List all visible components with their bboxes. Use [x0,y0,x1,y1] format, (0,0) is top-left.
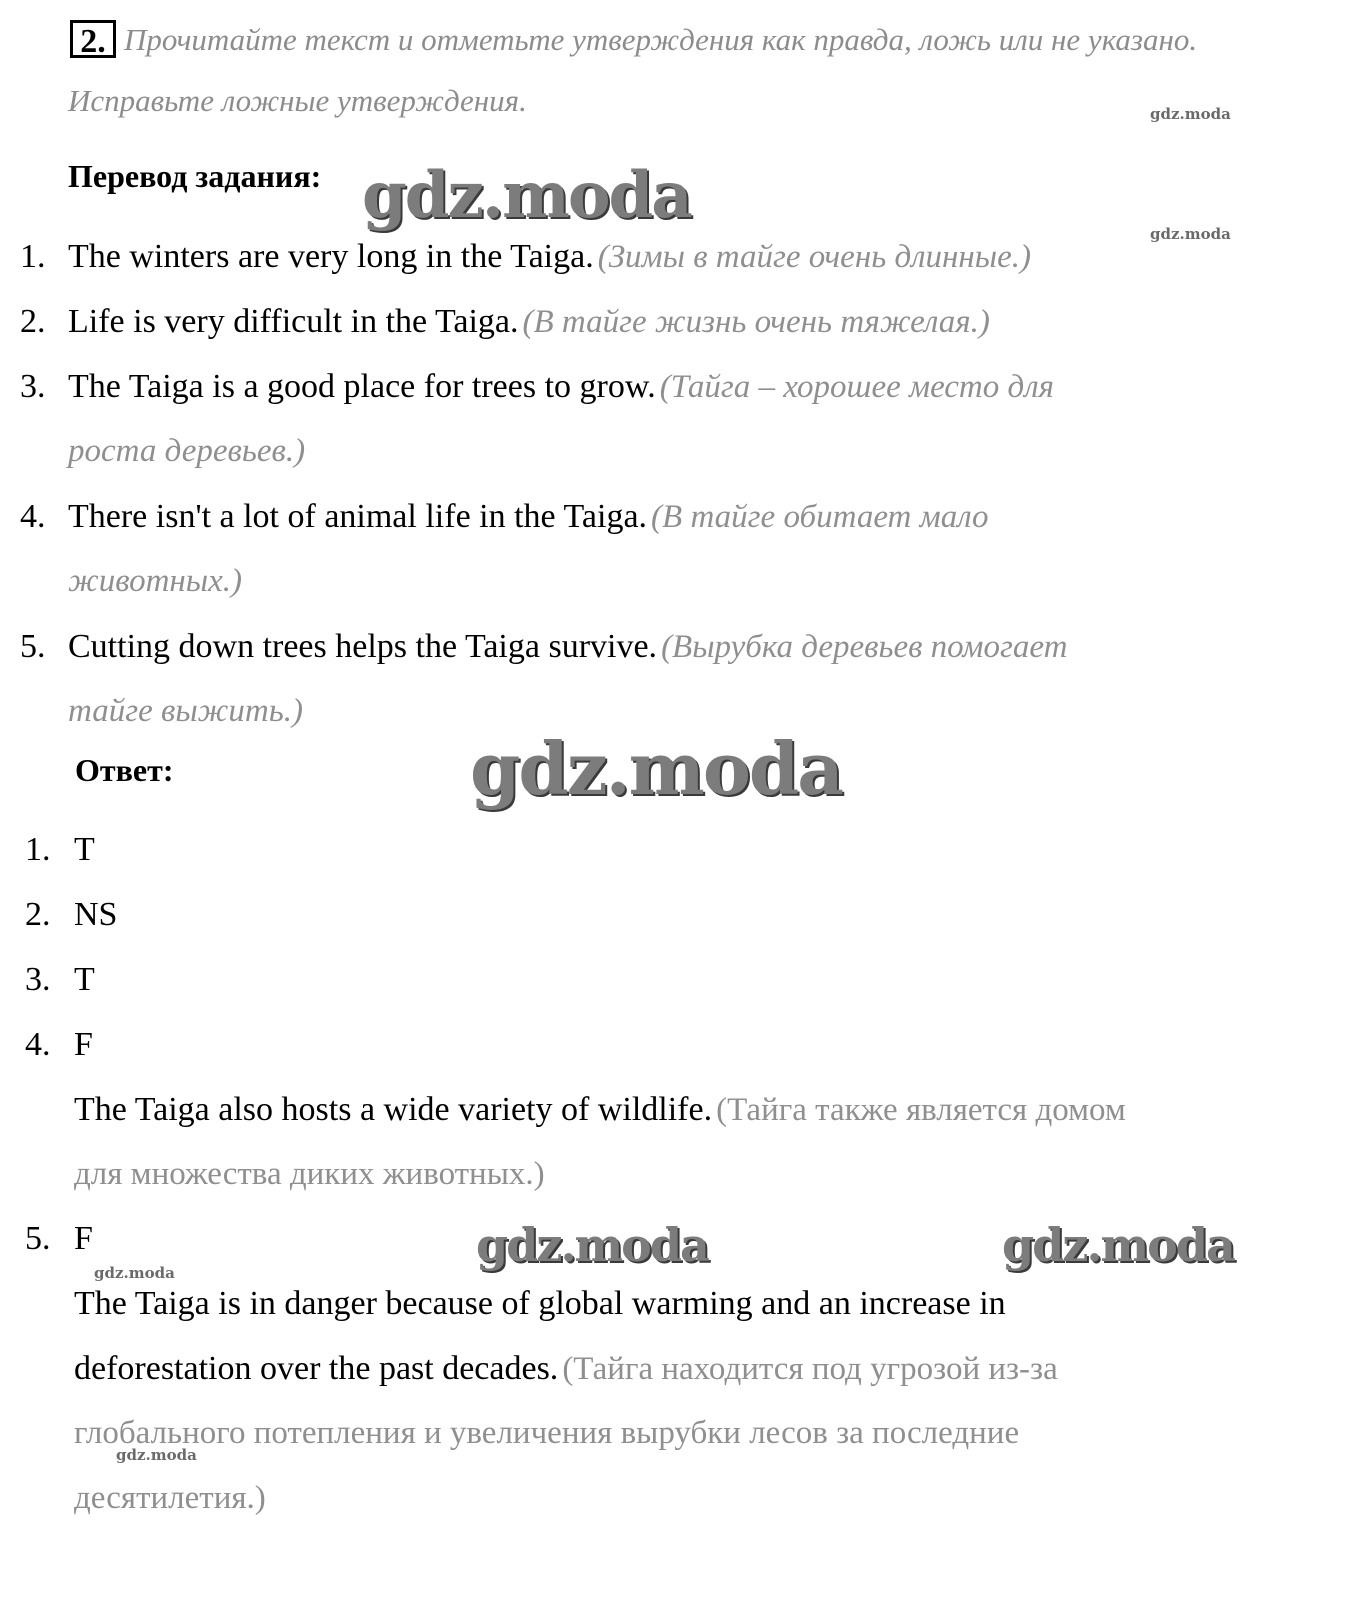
answer-item-number: 4. [25,1026,51,1063]
translation-heading: Перевод задания: [68,158,322,194]
answer-value: T [74,961,95,998]
translation-item [68,368,1054,406]
translation-item-number: 1. [20,238,46,275]
answer-item-number: 5. [25,1220,51,1257]
answer-value: NS [74,896,118,933]
correction-ru: (Тайга также является домом [716,1092,1126,1128]
statement-ru: (Вырубка деревьев помогает [661,629,1068,665]
translation-item-number: 4. [20,498,46,535]
statement-ru-continued: тайге выжить.) [68,693,303,729]
task-instruction-line2: Исправьте ложные утверждения. [68,83,527,118]
translation-item [68,498,989,536]
answer-value: F [74,1220,93,1257]
statement-ru: (Тайга – хорошее место для [659,369,1054,405]
watermark-small: gdz.moda [1150,225,1231,243]
statement-en: Life is very difficult in the Taiga. [68,303,519,340]
statement-en: The winters are very long in the Taiga. [68,238,594,275]
answer-value: T [74,831,95,868]
statement-ru-continued: роста деревьев.) [68,433,306,469]
correction-ru-continued: десятилетия.) [74,1480,266,1516]
statement-en: There isn't a lot of animal life in the Taiga. [68,498,648,535]
translation-item-number: 2. [20,303,46,340]
task-number: 2. [70,20,116,58]
watermark-small: gdz.moda [94,1264,175,1282]
answer-item-number: 1. [25,831,51,868]
translation-item [68,238,1031,276]
answer-value: F [74,1026,93,1063]
watermark-small: gdz.moda [116,1446,197,1464]
statement-en: Cutting down trees helps the Taiga survive. [68,628,658,665]
watermark-small: gdz.moda [1150,105,1231,123]
translation-item [68,303,990,341]
answer-correction [74,1350,1058,1388]
statement-ru-continued: животных.) [68,563,243,599]
answer-heading: Ответ: [75,752,174,788]
answer-correction [74,1091,1126,1129]
task-instruction-line1: Прочитайте текст и отметьте утверждения как правда, ложь или не указано. [124,22,1198,57]
correction-ru: (Тайга находится под угрозой из-за [562,1351,1058,1387]
correction-ru-continued: глобального потепления и увеличения вырубки лесов за последние [74,1415,1020,1451]
statement-en: The Taiga is a good place for trees to grow. [68,368,656,405]
watermark-medium: gdz.moda [476,1218,708,1272]
correction-en: The Taiga is in danger because of global warming and an increase in [74,1285,1006,1322]
correction-en: The Taiga also hosts a wide variety of wildlife. [74,1091,713,1128]
watermark-large: gdz.moda [362,158,691,233]
translation-item-number: 3. [20,368,46,405]
translation-item [68,628,1067,666]
answer-item-number: 3. [25,961,51,998]
watermark-medium: gdz.moda [1002,1218,1234,1272]
correction-en-continued: deforestation over the past decades. [74,1350,559,1387]
translation-item-number: 5. [20,628,46,665]
correction-ru-continued: для множества диких животных.) [74,1156,545,1192]
watermark-large: gdz.moda [470,726,842,811]
statement-ru: (В тайге обитает мало [651,499,989,535]
statement-ru: (Зимы в тайге очень длинные.) [597,239,1032,275]
answer-item-number: 2. [25,896,51,933]
statement-ru: (В тайге жизнь очень тяжелая.) [522,304,990,340]
